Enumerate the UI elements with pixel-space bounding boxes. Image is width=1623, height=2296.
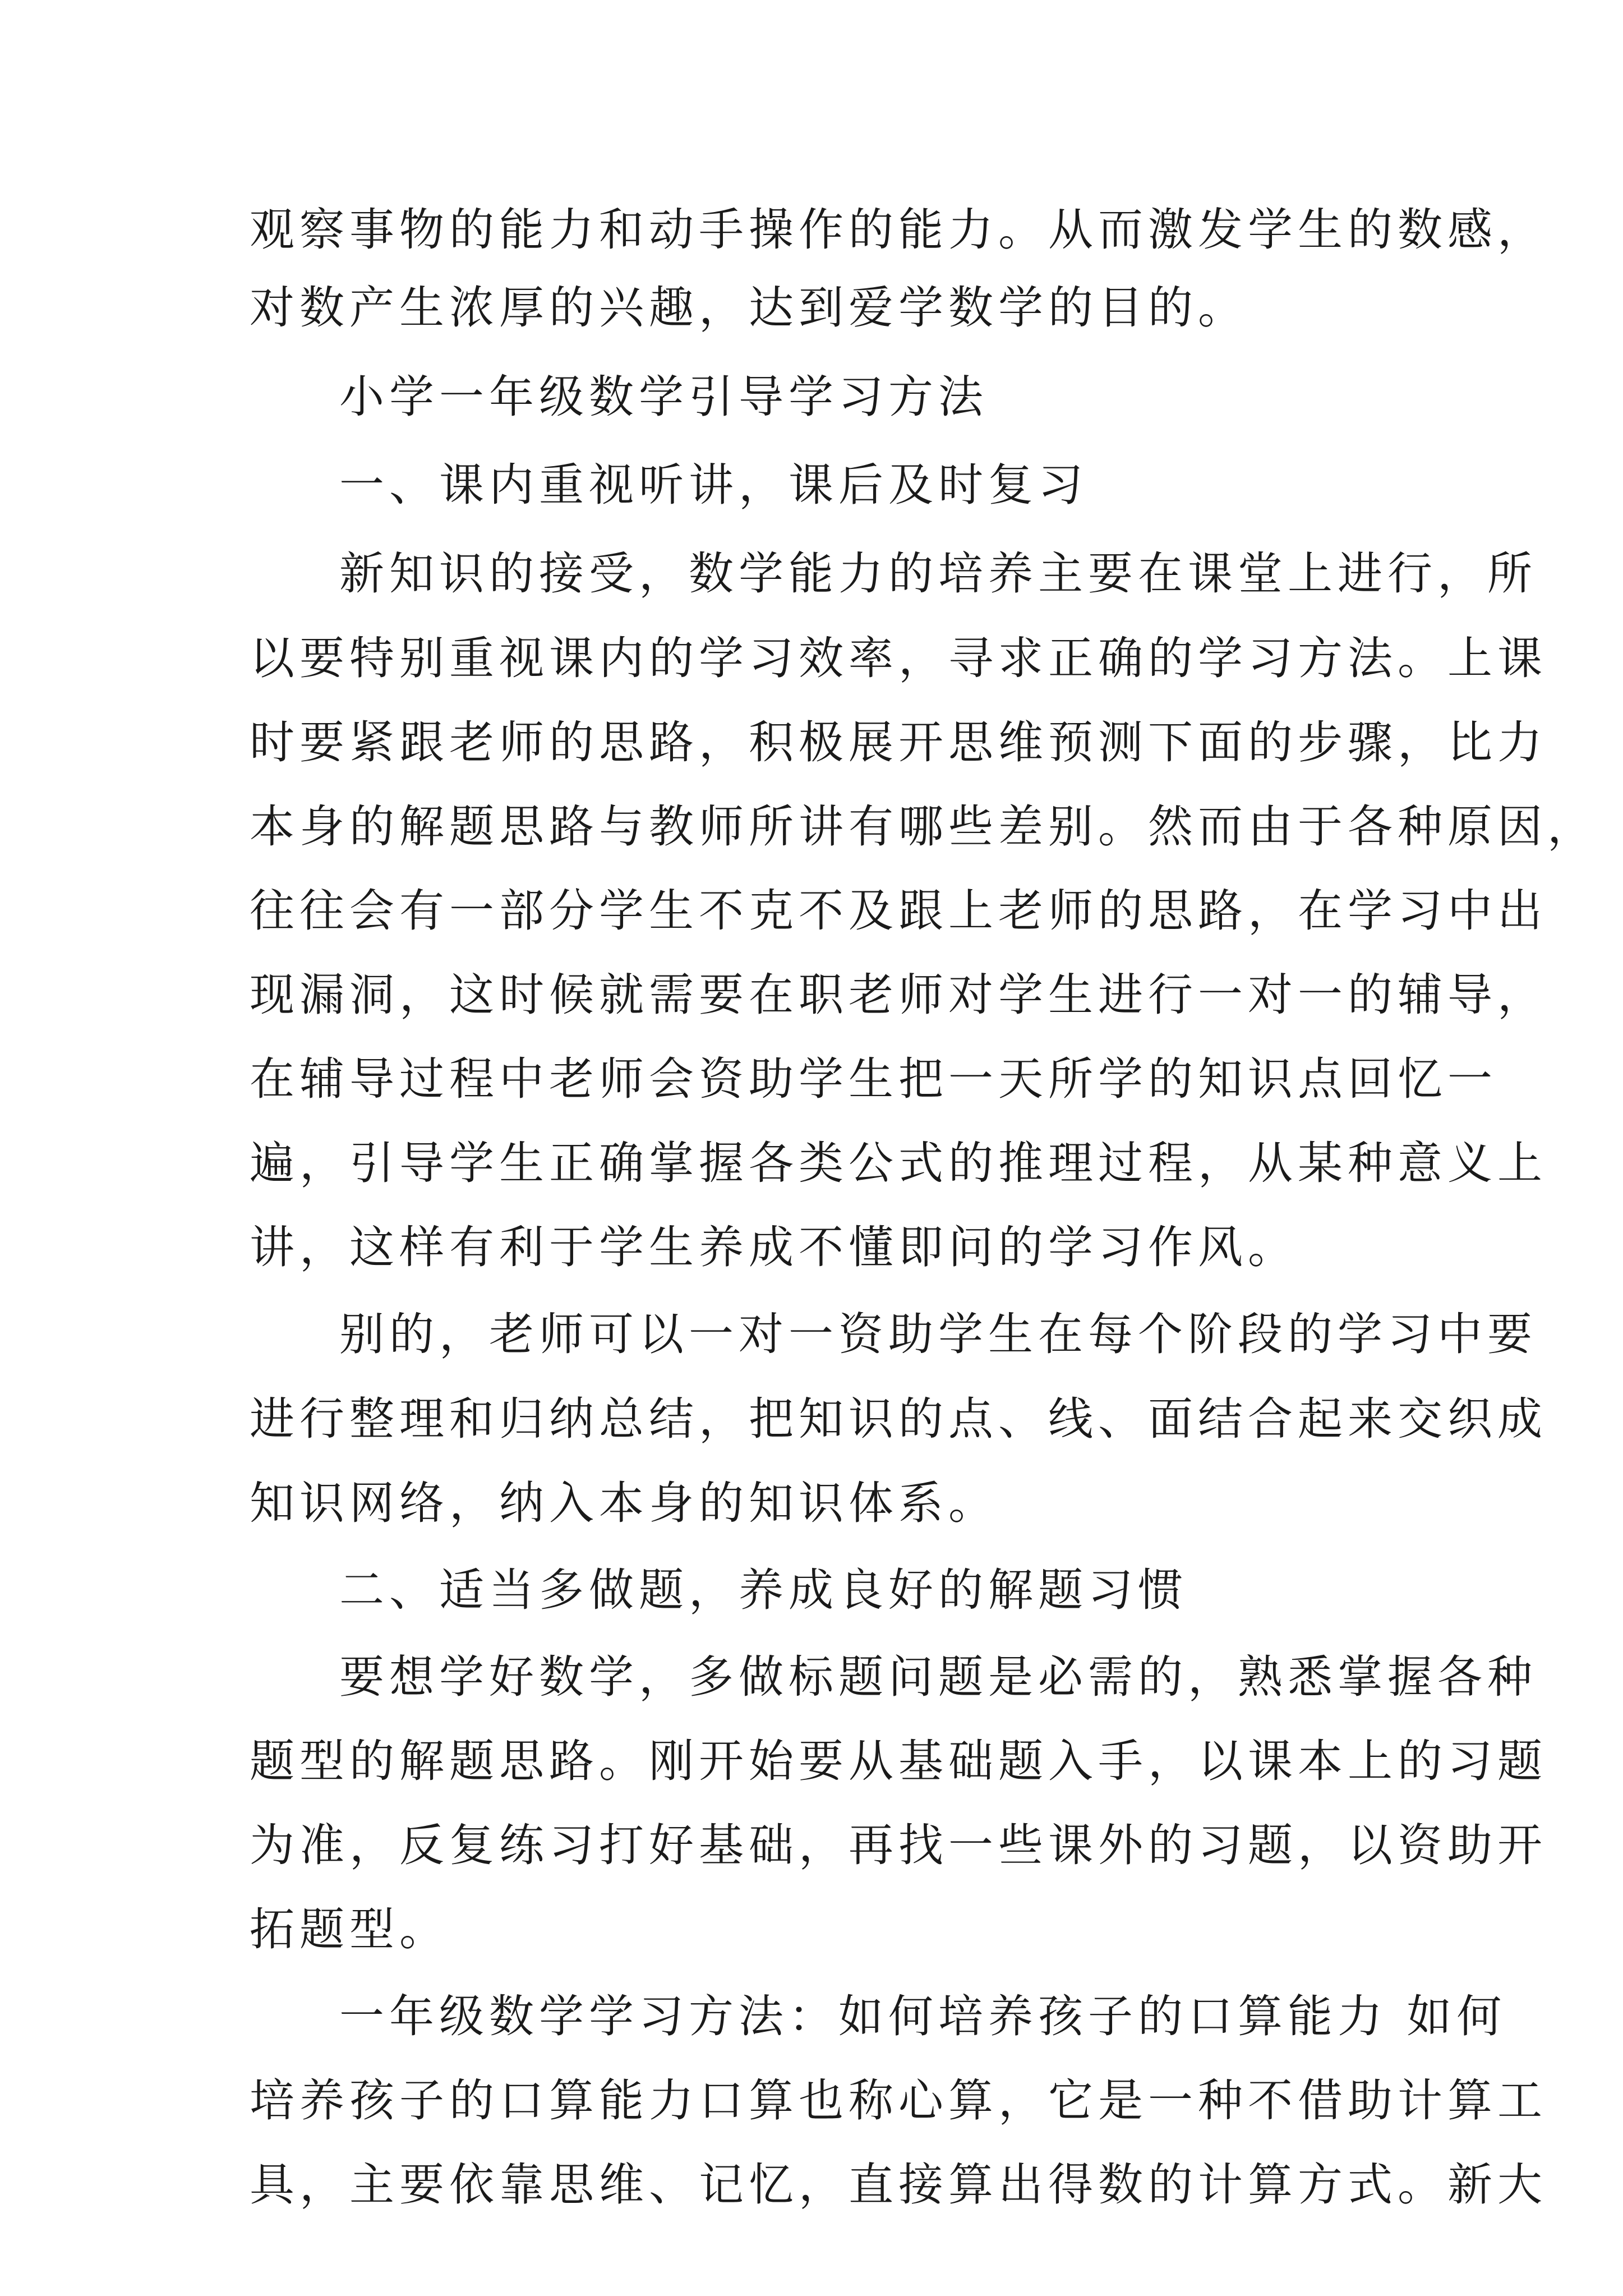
text-line: 要想学好数学，多做标题问题是必需的，熟悉掌握各种 [339,1651,1537,1703]
text-line: 对数产生浓厚的兴趣，达到爱学数学的目的。 [250,282,1248,334]
text-line: 以要特别重视课内的学习效率，寻求正确的学习方法。上课 [250,632,1547,684]
text-line: 知识网络，纳入本身的知识体系。 [250,1477,998,1529]
text-line: 具，主要依靠思维、记忆，直接算出得数的计算方式。新大 [250,2159,1547,2211]
text-line: 时要紧跟老师的思路，积极展开思维预测下面的步骤，比力 [250,716,1547,769]
text-line: 本身的解题思路与教师所讲有哪些差别。然而由于各种原因， [250,800,1597,853]
text-line: 在辅导过程中老师会资助学生把一天所学的知识点回忆一 [250,1053,1497,1105]
section-heading: 二、适当多做题，养成良好的解题习惯 [339,1564,1188,1616]
text-line: 观察事物的能力和动手操作的能力。从而激发学生的数感， [250,204,1547,256]
section-heading: 一、课内重视听讲，课后及时复习 [339,459,1088,511]
text-line: 现漏洞，这时候就需要在职老师对学生进行一对一的辅导， [250,969,1547,1021]
text-line: 别的，老师可以一对一资助学生在每个阶段的学习中要 [339,1308,1537,1360]
text-line: 遍，引导学生正确掌握各类公式的推理过程，从某种意义上 [250,1137,1547,1189]
section-heading: 小学一年级数学引导学习方法 [339,371,988,423]
text-line: 进行整理和归纳总结，把知识的点、线、面结合起来交织成 [250,1393,1547,1445]
text-line: 往往会有一部分学生不克不及跟上老师的思路，在学习中出 [250,885,1547,937]
text-line: 讲，这样有利于学生养成不懂即问的学习作风。 [250,1221,1298,1273]
document-page [250,202,1597,2211]
text-line: 培养孩子的口算能力口算也称心算，它是一种不借助计算工 [250,2074,1547,2127]
text-line: 题型的解题思路。刚开始要从基础题入手，以课本上的习题 [250,1735,1547,1787]
text-line: 拓题型。 [250,1903,449,1955]
text-line: 一年级数学学习方法：如何培养孩子的口算能力 如何 [339,1990,1507,2042]
text-line: 新知识的接受，数学能力的培养主要在课堂上进行，所 [339,547,1537,600]
text-line: 为准，反复练习打好基础，再找一些课外的习题，以资助开 [250,1819,1547,1871]
